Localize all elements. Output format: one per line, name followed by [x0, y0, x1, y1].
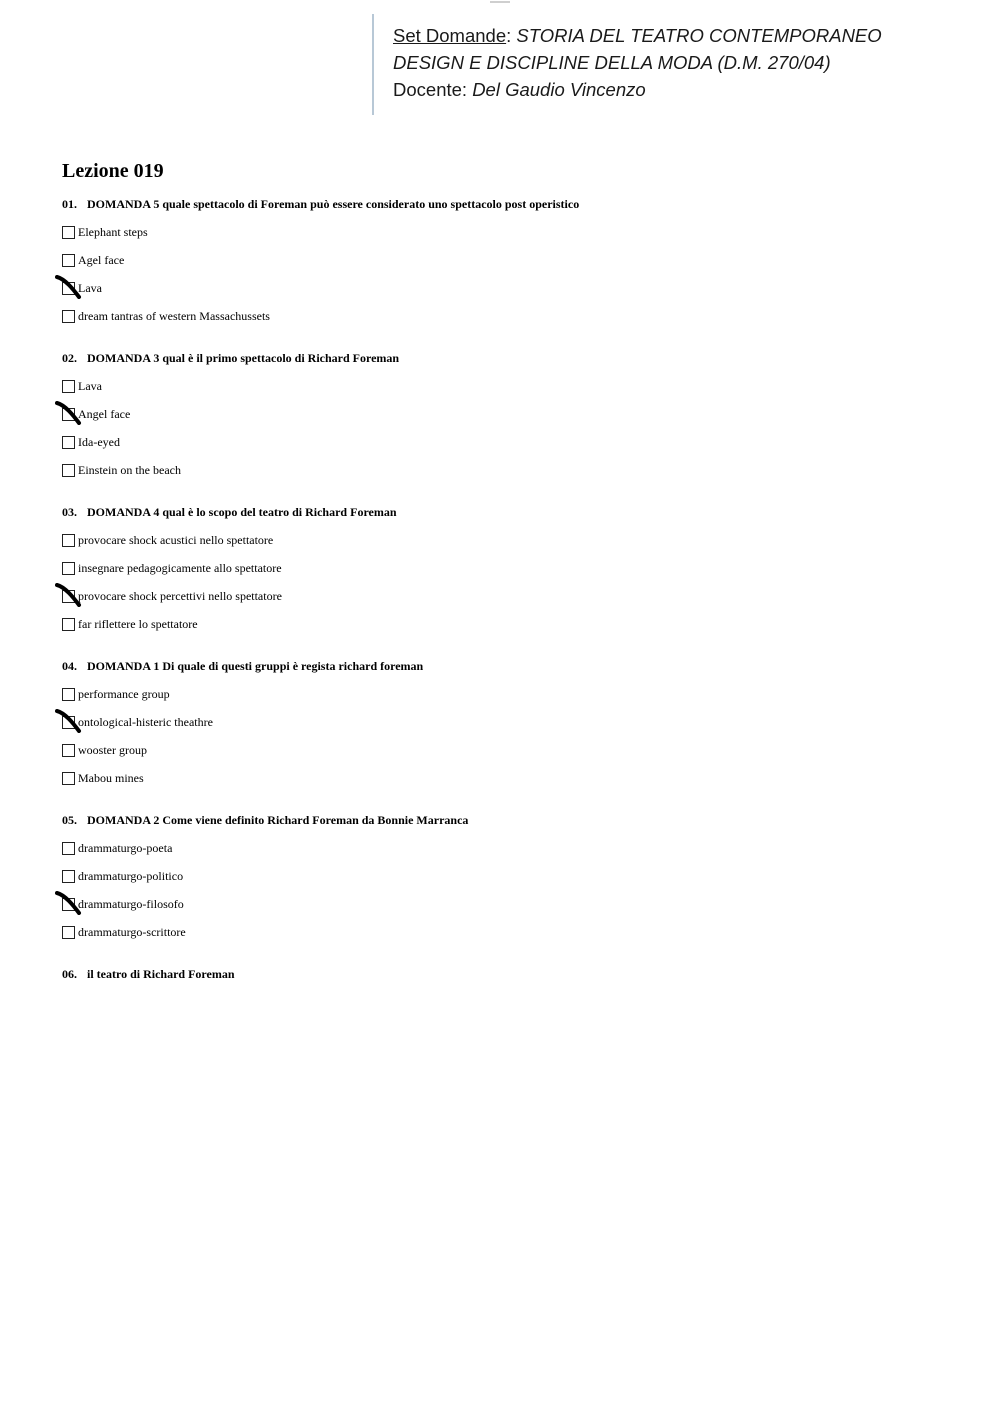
header-divider	[372, 14, 374, 115]
checkbox[interactable]	[62, 926, 75, 939]
option-label: Ida-eyed	[78, 434, 120, 449]
option-label: Elephant steps	[78, 224, 148, 239]
question-list	[62, 196, 962, 1002]
option-label: insegnare pedagogicamente allo spettatore	[78, 560, 282, 575]
checkbox[interactable]	[62, 744, 75, 757]
question-block	[62, 812, 962, 946]
course-name: STORIA DEL TEATRO CONTEMPORANEO	[516, 25, 882, 46]
option-label: drammaturgo-filosofo	[78, 896, 184, 911]
teacher-label: Docente:	[393, 79, 473, 100]
option-label: performance group	[78, 686, 170, 701]
option-label: ontological-histeric theathre	[78, 714, 213, 729]
checkbox[interactable]	[62, 226, 75, 239]
set-colon: :	[506, 25, 517, 46]
checkbox[interactable]	[62, 562, 75, 575]
answer-option[interactable]	[62, 918, 962, 946]
question-text	[62, 196, 962, 212]
lesson-title: Lezione 019	[62, 160, 164, 182]
checkbox[interactable]	[62, 464, 75, 477]
set-label: Set Domande	[393, 25, 507, 46]
question-number: 03.	[62, 505, 77, 519]
teacher-line	[393, 76, 993, 103]
course-line-1	[393, 22, 993, 49]
answer-option[interactable]	[62, 218, 962, 246]
answer-option[interactable]	[62, 428, 962, 456]
option-label: provocare shock acustici nello spettatore	[78, 532, 274, 547]
option-label: far riflettere lo spettatore	[78, 616, 198, 631]
checkbox[interactable]	[62, 618, 75, 631]
question-number: 02.	[62, 351, 77, 365]
document-header	[393, 22, 993, 103]
question-block	[62, 350, 962, 484]
question-prompt: DOMANDA 1 Di quale di questi gruppi è regista richard foreman	[87, 659, 424, 673]
option-label: Agel face	[78, 252, 125, 267]
question-block	[62, 504, 962, 638]
answer-option[interactable]	[62, 274, 962, 302]
option-label: Angel face	[78, 406, 131, 421]
question-number: 06.	[62, 967, 77, 981]
question-number: 01.	[62, 197, 77, 211]
option-label: Einstein on the beach	[78, 462, 181, 477]
answer-option[interactable]	[62, 610, 962, 638]
answer-option[interactable]	[62, 764, 962, 792]
answer-option[interactable]	[62, 708, 962, 736]
question-text	[62, 350, 962, 366]
question-text	[62, 658, 962, 674]
option-label: dream tantras of western Massachussets	[78, 308, 270, 323]
checkbox-checked[interactable]	[62, 590, 75, 603]
question-prompt: DOMANDA 5 quale spettacolo di Foreman può essere considerato uno spettacolo post operistico	[87, 197, 580, 211]
checkbox[interactable]	[62, 310, 75, 323]
checkbox[interactable]	[62, 842, 75, 855]
question-prompt: DOMANDA 4 qual è lo scopo del teatro di Richard Foreman	[87, 505, 397, 519]
answer-option[interactable]	[62, 400, 962, 428]
answer-option[interactable]	[62, 890, 962, 918]
checkbox-checked[interactable]	[62, 898, 75, 911]
question-number: 04.	[62, 659, 77, 673]
answer-option[interactable]	[62, 456, 962, 484]
question-number: 05.	[62, 813, 77, 827]
checkbox[interactable]	[62, 380, 75, 393]
answer-option[interactable]	[62, 736, 962, 764]
option-label: provocare shock percettivi nello spettatore	[78, 588, 282, 603]
answer-option[interactable]	[62, 862, 962, 890]
option-label: drammaturgo-politico	[78, 868, 184, 883]
answer-option[interactable]	[62, 526, 962, 554]
question-text	[62, 504, 962, 520]
option-label: Mabou mines	[78, 770, 144, 785]
answer-option[interactable]	[62, 582, 962, 610]
question-prompt: il teatro di Richard Foreman	[87, 967, 235, 981]
answer-option[interactable]	[62, 302, 962, 330]
question-text	[62, 966, 962, 982]
option-label: Lava	[78, 378, 102, 393]
header-mark	[490, 1, 510, 3]
teacher-name: Del Gaudio Vincenzo	[472, 79, 646, 100]
answer-option[interactable]	[62, 372, 962, 400]
checkbox[interactable]	[62, 688, 75, 701]
question-text	[62, 812, 962, 828]
checkbox[interactable]	[62, 870, 75, 883]
option-label: Lava	[78, 280, 102, 295]
answer-option[interactable]	[62, 834, 962, 862]
checkbox[interactable]	[62, 772, 75, 785]
option-label: wooster group	[78, 742, 147, 757]
question-prompt: DOMANDA 2 Come viene definito Richard Foreman da Bonnie Marranca	[87, 813, 469, 827]
question-block	[62, 966, 962, 982]
question-block	[62, 196, 962, 330]
question-prompt: DOMANDA 3 qual è il primo spettacolo di Richard Foreman	[87, 351, 400, 365]
option-label: drammaturgo-poeta	[78, 840, 173, 855]
checkbox-checked[interactable]	[62, 282, 75, 295]
course-line-2: DESIGN E DISCIPLINE DELLA MODA (D.M. 270/04)	[393, 52, 831, 73]
checkbox[interactable]	[62, 254, 75, 267]
checkbox-checked[interactable]	[62, 408, 75, 421]
option-label: drammaturgo-scrittore	[78, 924, 186, 939]
answer-option[interactable]	[62, 680, 962, 708]
answer-option[interactable]	[62, 246, 962, 274]
checkbox[interactable]	[62, 436, 75, 449]
checkbox-checked[interactable]	[62, 716, 75, 729]
question-block	[62, 658, 962, 792]
answer-option[interactable]	[62, 554, 962, 582]
checkbox[interactable]	[62, 534, 75, 547]
